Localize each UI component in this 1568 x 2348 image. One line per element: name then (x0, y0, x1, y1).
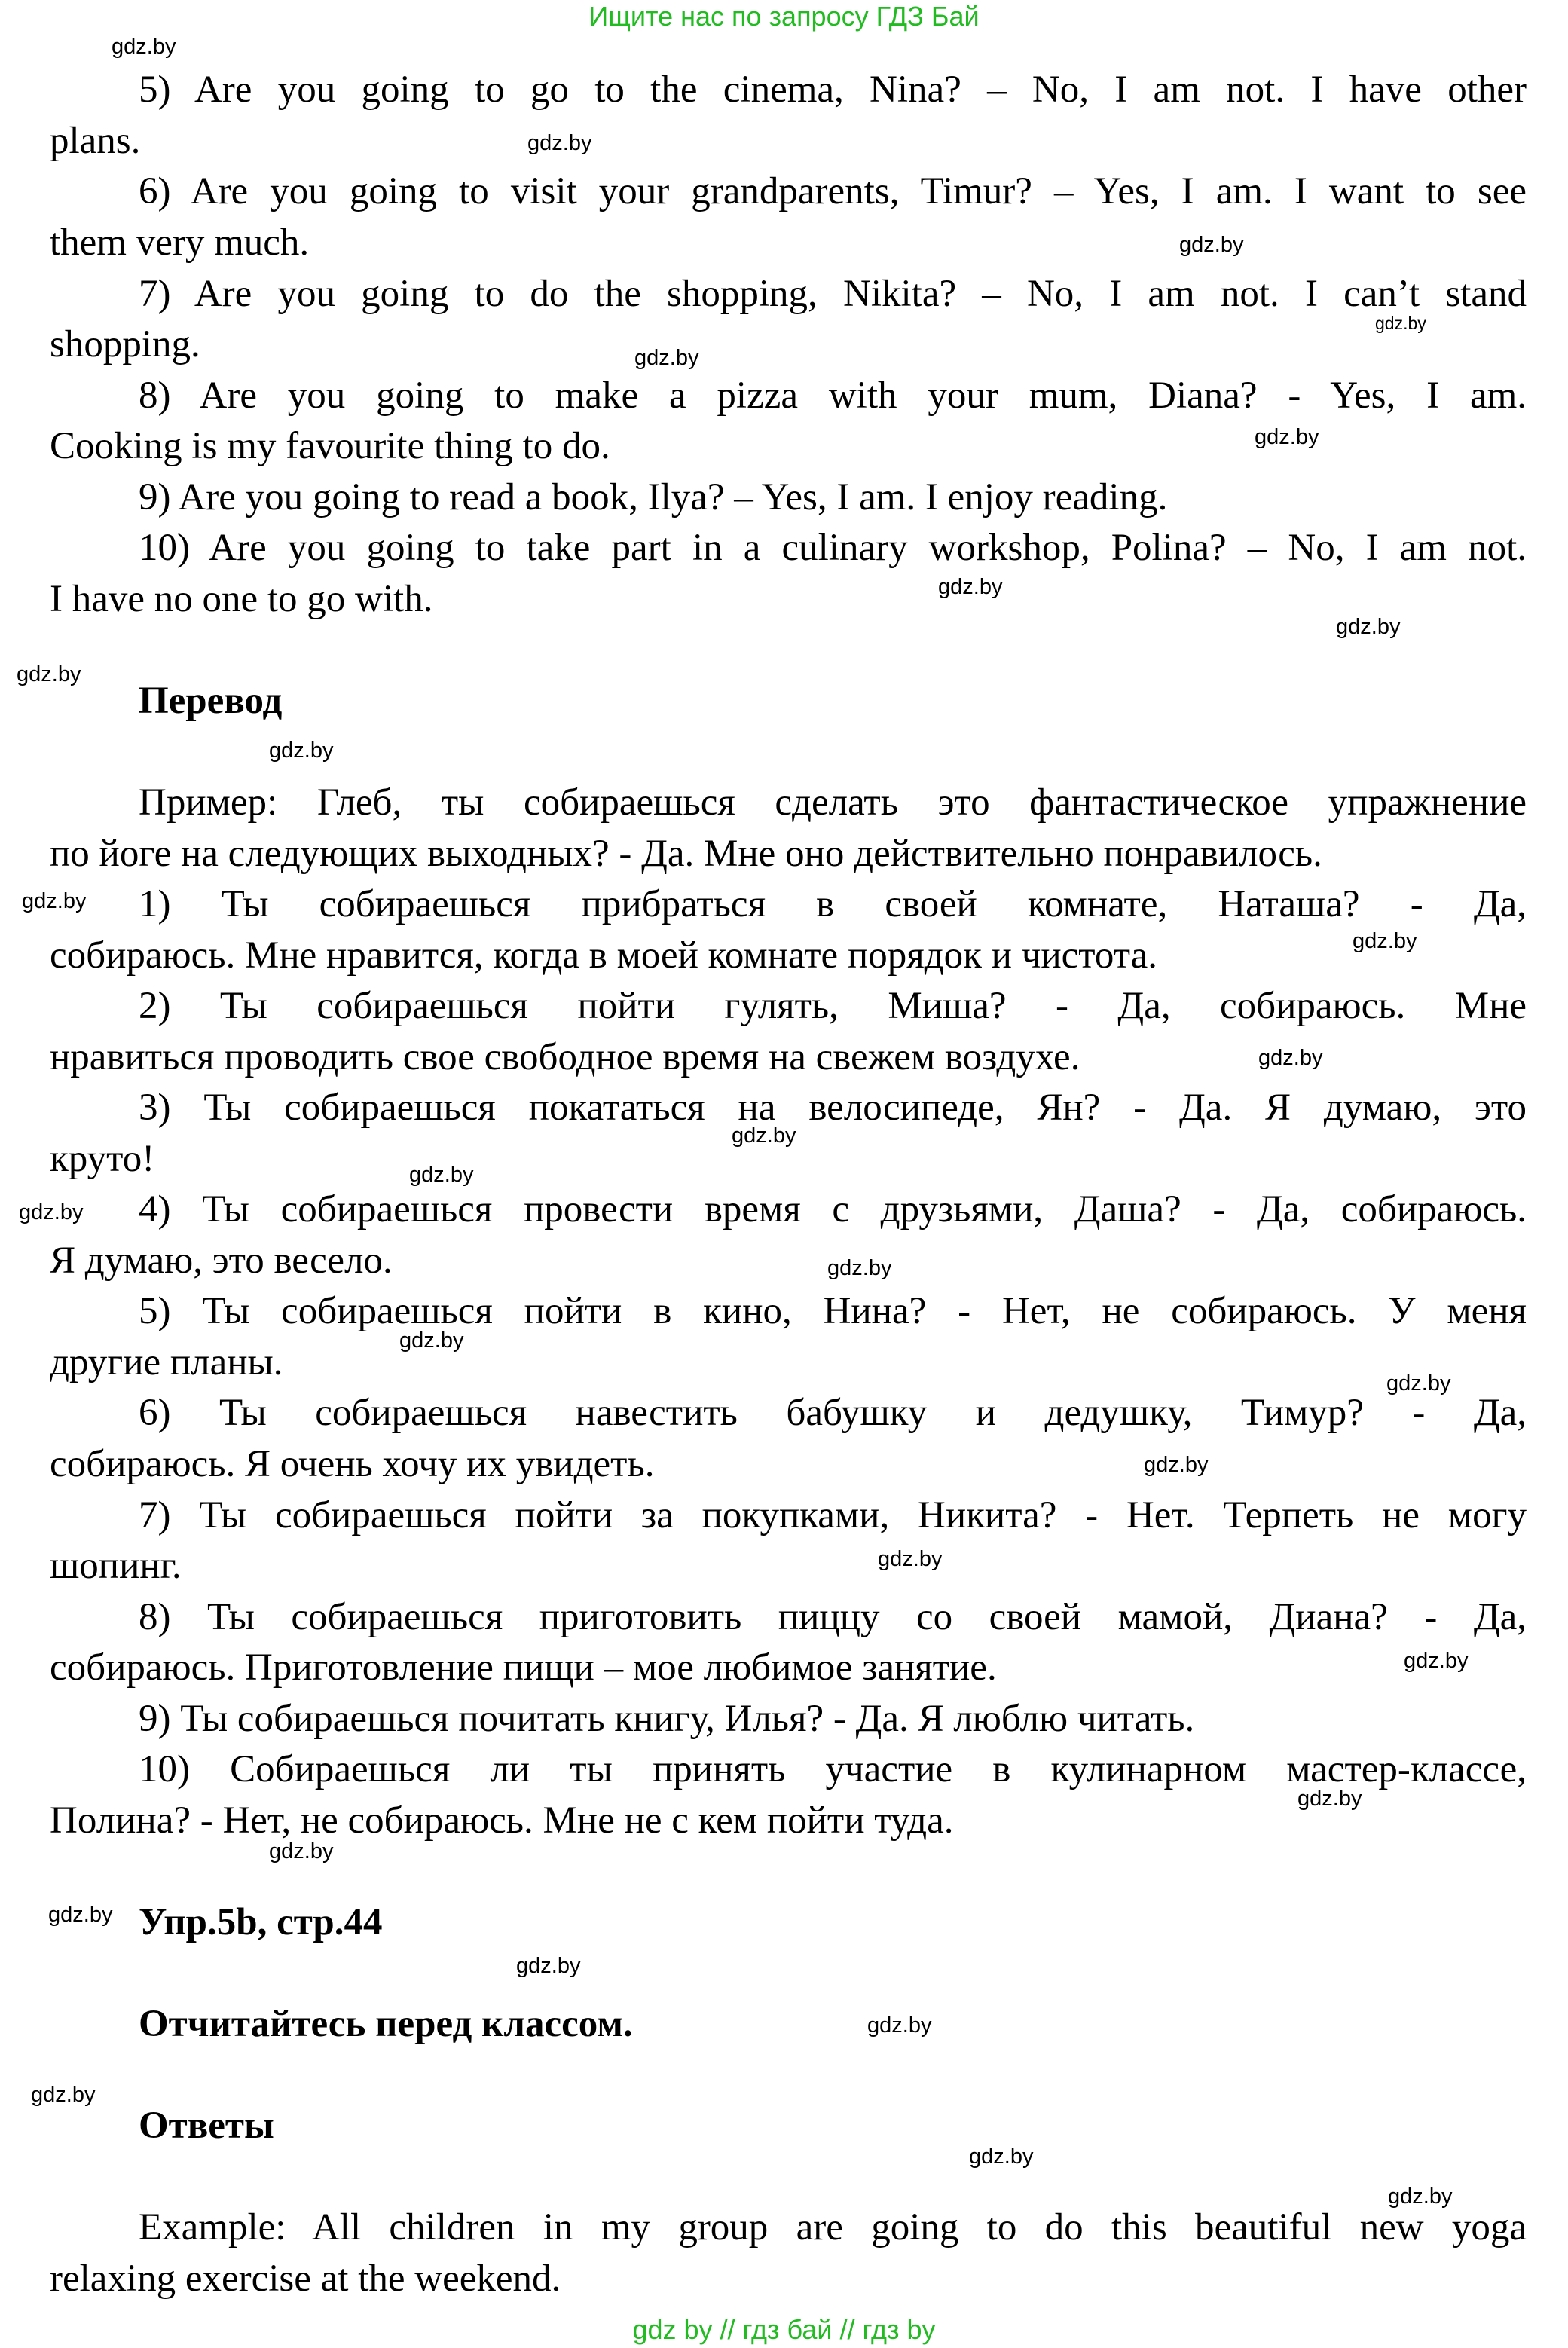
watermark: gdz.by (409, 1163, 474, 1187)
watermark: gdz.by (269, 1839, 334, 1863)
watermark: gdz.by (1388, 2184, 1453, 2209)
text-line: 7) Ты собираешься пойти за покупками, Никита? - Нет. Терпеть не могу (139, 1494, 1527, 1536)
watermark: gdz.by (19, 1200, 84, 1224)
text-line: нравиться проводить свое свободное время на свежем воздухе. (50, 1036, 1080, 1078)
text-line: другие планы. (50, 1341, 283, 1383)
text-line: 5) Ты собираешься пойти в кино, Нина? - Нет, не собираюсь. У меня (139, 1290, 1527, 1332)
watermark: gdz.by (1255, 425, 1319, 449)
text-line: I have no one to go with. (50, 578, 433, 620)
watermark: gdz.by (827, 1256, 892, 1280)
text-line: 8) Are you going to make a pizza with your mum, Diana? - Yes, I am. (139, 375, 1527, 417)
watermark: gdz.by (22, 889, 87, 913)
text-line: Пример: Глеб, ты собираешься сделать это фантастическое упражнение (139, 781, 1527, 824)
bottom-banner[interactable]: gdz by // гдз бай // гдз by (632, 2314, 936, 2345)
text-line: 9) Are you going to read a book, Ilya? – Yes, I am. I enjoy reading. (139, 476, 1168, 518)
watermark: gdz.by (1375, 313, 1426, 333)
text-line: шопинг. (50, 1545, 182, 1587)
watermark: gdz.by (1336, 615, 1401, 639)
watermark: gdz.by (1179, 233, 1244, 257)
text-line: 6) Ты собираешься навестить бабушку и дедушку, Тимур? - Да, (139, 1392, 1527, 1434)
top-banner[interactable]: Ищите нас по запросу ГДЗ Бай (588, 1, 980, 32)
text-line: shopping. (50, 323, 200, 365)
watermark: gdz.by (969, 2145, 1034, 2169)
text-line: Я думаю, это весело. (50, 1240, 393, 1282)
watermark: gdz.by (399, 1328, 464, 1353)
watermark: gdz.by (1258, 1046, 1323, 1070)
text-line: Cooking is my favourite thing to do. (50, 425, 610, 467)
watermark: gdz.by (634, 346, 699, 370)
text-line: Полина? - Нет, не собираюсь. Мне не с кем пойти туда. (50, 1799, 954, 1842)
exercise-heading: Упр.5b, стр.44 (139, 1901, 383, 1943)
watermark: gdz.by (1144, 1453, 1209, 1477)
text-line: Example: All children in my group are going to do this beautiful new yoga (139, 2206, 1527, 2249)
text-line: круто! (50, 1138, 155, 1180)
text-line: собираюсь. Я очень хочу их увидеть. (50, 1443, 655, 1485)
watermark: gdz.by (1386, 1371, 1451, 1396)
watermark: gdz.by (1404, 1649, 1469, 1673)
watermark: gdz.by (878, 1547, 943, 1571)
watermark: gdz.by (732, 1124, 796, 1148)
text-line: 8) Ты собираешься приготовить пиццу со своей мамой, Диана? - Да, (139, 1596, 1527, 1638)
section-heading-translation: Перевод (139, 680, 283, 722)
text-line: по йоге на следующих выходных? - Да. Мне оно действительно понравилось. (50, 833, 1322, 875)
watermark: gdz.by (112, 35, 176, 59)
text-line: 5) Are you going to go to the cinema, Nina? – No, I am not. I have other (139, 69, 1527, 111)
text-line: 7) Are you going to do the shopping, Nikita? – No, I am not. I can’t stand (139, 273, 1527, 315)
text-line: 10) Are you going to take part in a culinary workshop, Polina? – No, I am not. (139, 527, 1527, 569)
watermark: gdz.by (17, 662, 81, 686)
text-line: them very much. (50, 222, 310, 264)
text-line: собираюсь. Приготовление пищи – мое любимое занятие. (50, 1646, 997, 1689)
text-line: 4) Ты собираешься провести время с друзьями, Даша? - Да, собираюсь. (139, 1188, 1527, 1231)
watermark: gdz.by (1297, 1787, 1362, 1811)
watermark: gdz.by (48, 1903, 113, 1927)
watermark: gdz.by (1353, 929, 1417, 953)
exercise-task: Отчитайтесь перед классом. (139, 2003, 633, 2045)
watermark: gdz.by (527, 131, 592, 155)
text-line: plans. (50, 120, 141, 162)
watermark: gdz.by (938, 575, 1003, 599)
text-line: relaxing exercise at the weekend. (50, 2258, 561, 2300)
watermark: gdz.by (516, 1954, 581, 1978)
text-line: 3) Ты собираешься покататься на велосипеде, Ян? - Да. Я думаю, это (139, 1087, 1527, 1129)
watermark: gdz.by (269, 738, 334, 763)
text-line: собираюсь. Мне нравится, когда в моей комнате порядок и чистота. (50, 934, 1158, 977)
section-heading-answers: Ответы (139, 2105, 274, 2147)
text-line: 1) Ты собираешься прибраться в своей комнате, Наташа? - Да, (139, 883, 1527, 925)
text-line: 10) Собираешься ли ты принять участие в кулинарном мастер-классе, (139, 1748, 1527, 1790)
text-line: 2) Ты собираешься пойти гулять, Миша? - Да, собираюсь. Мне (139, 985, 1527, 1027)
text-line: 6) Are you going to visit your grandparents, Timur? – Yes, I am. I want to see (139, 170, 1527, 212)
text-line: 9) Ты собираешься почитать книгу, Илья? - Да. Я люблю читать. (139, 1698, 1195, 1740)
watermark: gdz.by (867, 2013, 932, 2038)
watermark: gdz.by (31, 2083, 96, 2107)
